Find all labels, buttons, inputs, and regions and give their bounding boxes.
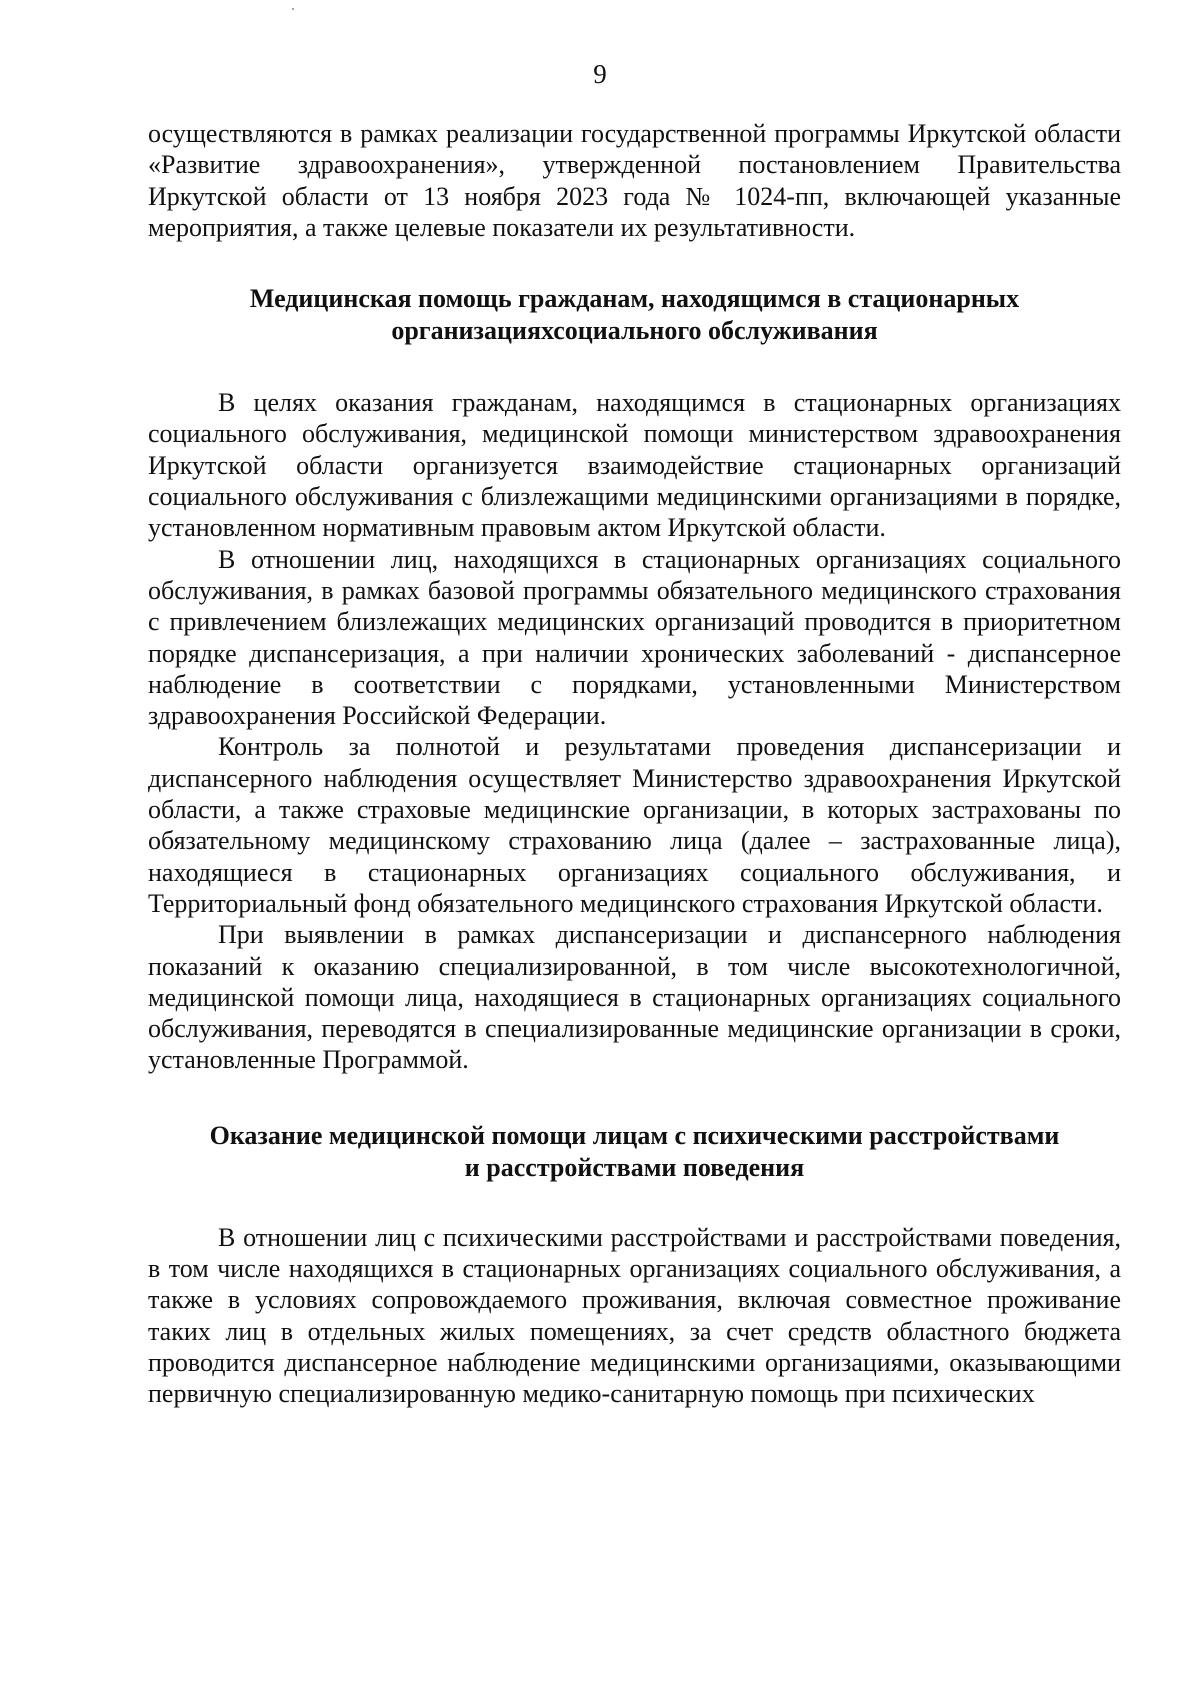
paragraph-specialized-care: При выявлении в рамках диспансеризации и диспансерного наблюдения показаний к оказанию специализированной, в том числе высокотехнологичной, медицинской помощи лица, находящиеся в стационарных организациях социального обслуживания, переводятся в специализированные медицинские организации в сроки, установленные Программой.: [148, 920, 1121, 1075]
document-body: [148, 118, 1121, 1410]
section-heading-line: Медицинская помощь гражданам, находящимся в стационарных: [249, 284, 1020, 314]
section-heading-line: и расстройствами поведения: [464, 1152, 805, 1182]
paragraph-control: Контроль за полнотой и результатами проведения диспансеризации и диспансерного наблюдения осуществляет Министерство здравоохранения Иркутской области, а также страховые медицинские организации, в которых застрахованы по обязательному медицинскому страхованию лица (далее – застрахованные лица), находящиеся в стационарных организациях социального обслуживания, и Территориальный фонд обязательного медицинского страхования Иркутской области.: [148, 732, 1121, 918]
paragraph-interaction: В целях оказания гражданам, находящимся в стационарных организациях социального обслуживания, медицинской помощи министерством здравоохранения Иркутской области организуется взаимодействие стационарных организаций социального обслуживания с близлежащими медицинскими организациями в порядке, установленном нормативным правовым актом Иркутской области.: [148, 388, 1121, 543]
paragraph-dispensary-examination: В отношении лиц, находящихся в стационарных организациях социального обслуживания, в рамках базовой программы обязательного медицинского страхования с привлечением близлежащих медицинских организаций проводится в приоритетном порядке диспансеризация, а при наличии хронических заболеваний - диспансерное наблюдение в соответствии с порядками, установленными Министерством здравоохранения Российской Федерации.: [148, 544, 1121, 731]
section-heading-mental-disorders: [148, 1120, 1121, 1184]
section-heading-social-care-medical-help: [148, 283, 1121, 347]
paragraph-mental-disorders-observation: В отношении лиц с психическими расстройствами и расстройствами поведения, в том числе находящихся в стационарных организациях социального обслуживания, а также в условиях сопровождаемого проживания, включая совместное проживание таких лиц в отдельных жилых помещениях, за счет средств областного бюджета проводится диспансерное наблюдение медицинскими организациями, оказывающими первичную специализированную медико-санитарную помощь при психических: [148, 1222, 1121, 1409]
section-heading-line: организацияхсоциального обслуживания: [391, 316, 878, 346]
paragraph-program-reference: осуществляются в рамках реализации государственной программы Иркутской области «Развитие здравоохранения», утвержденной постановлением Правительства Иркутской области от 13 ноября 2023 года № 1024-пп, включающей указанные мероприятия, а также целевые показатели их результативности.: [148, 119, 1121, 242]
scan-artifact-dot: [292, 8, 294, 10]
page-number: 9: [593, 59, 607, 89]
section-heading-line: Оказание медицинской помощи лицам с психическими расстройствами: [209, 1120, 1060, 1150]
